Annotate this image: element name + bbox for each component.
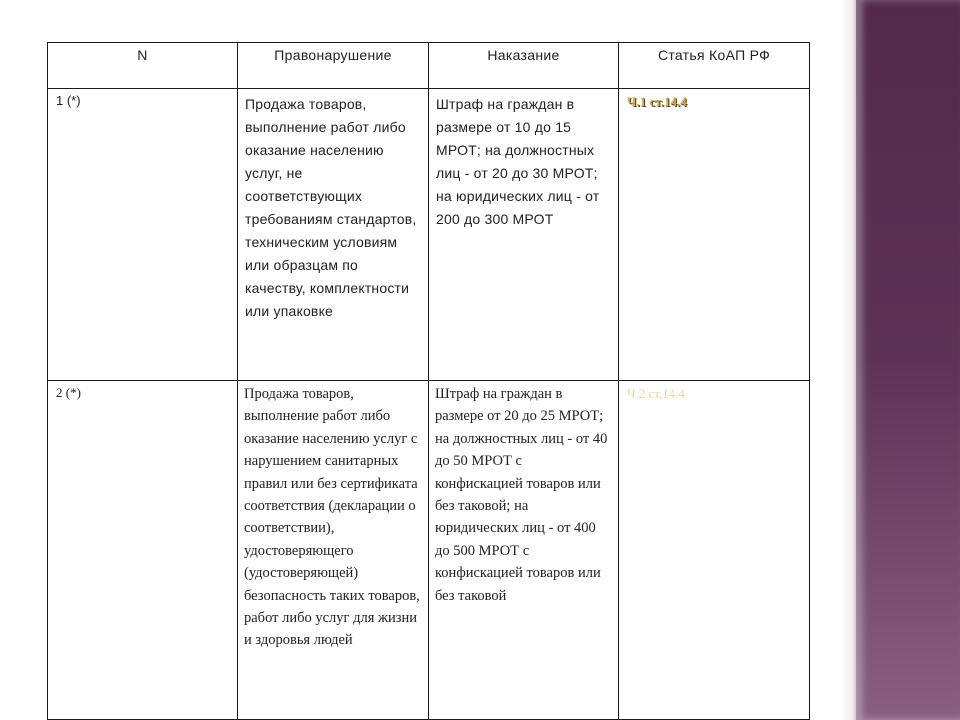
article-cell [619, 89, 810, 381]
header-article: Статья КоАП РФ [619, 43, 810, 89]
offense-text: Продажа товаров, выполнение работ либо оказание населению услуг с нарушением санитарных правил или без сертификата соответствия (декларации о соответствии), удостоверяющего (удостоверяющей) безопасность таких товаров, работ либо услуг для жизни и здоровья людей [244, 386, 420, 649]
decorative-side-bar [856, 0, 960, 720]
header-penalty: Наказание [429, 43, 619, 89]
offense-cell: Продажа товаров, выполнение работ либо оказание населению услуг, не соответствующих требованиям стандартов, техническим условиям или образцам по качеству, комплектности или упаковке [238, 89, 429, 381]
article-link[interactable]: Ч.2 ст.14.4 [627, 386, 685, 401]
table-row [48, 381, 810, 720]
table-row [48, 89, 810, 381]
penalty-cell: Штраф на граждан в размере от 20 до 25 МРОТ; на должностных лиц - от 40 до 50 МРОТ с конфискацией товаров или без таковой; на юридических лиц - от 400 до 500 МРОТ с конфискацией товаров или без таковой [429, 381, 619, 720]
koap-table [47, 42, 810, 720]
article-link[interactable]: Ч.1 ст.14.4 [627, 94, 687, 109]
header-offense: Правонарушение [238, 43, 429, 89]
row-number: 2 (*) [48, 381, 238, 720]
offense-cell [238, 381, 429, 720]
row-number: 1 (*) [48, 89, 238, 381]
header-n: N [48, 43, 238, 89]
article-cell [619, 381, 810, 720]
penalty-cell: Штраф на граждан в размере от 10 до 15 МРОТ; на должностных лиц - от 20 до 30 МРОТ; на юридических лиц - от 200 до 300 МРОТ [429, 89, 619, 381]
table-header-row [48, 43, 810, 89]
